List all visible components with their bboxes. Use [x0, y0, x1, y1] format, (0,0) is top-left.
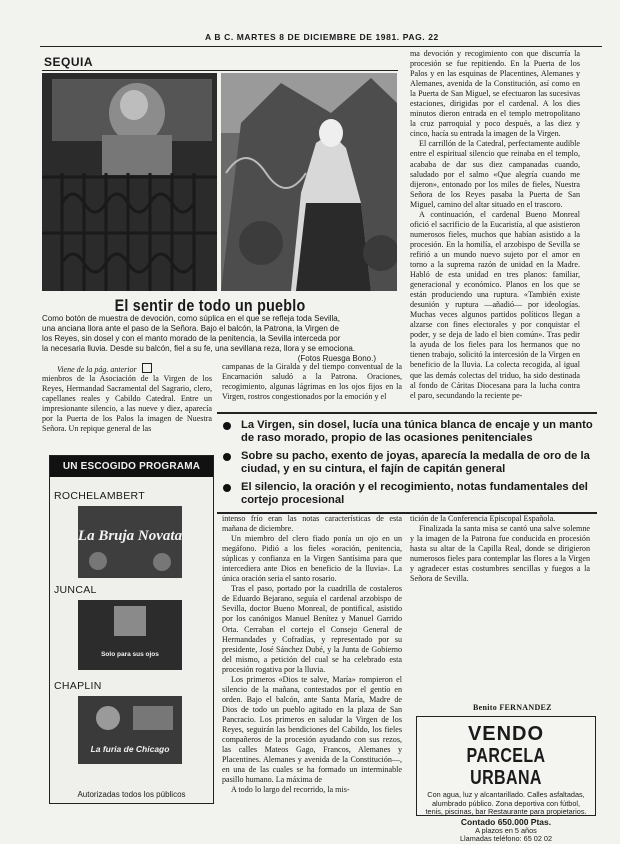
paragraph: El carrillón de la Catedral, perfectamente audible entre el espiritual silencio que reinaba en el templo, acababa de dar sus diez campanadas cuando, saludado por el salmo «Que alegría cuando me dijeron», entonado por los miles de fieles, Nuestra Señora de los Reyes pasaba la Puerta de San Miguel, camino del altar situado en el trascoro.	[410, 139, 580, 209]
column-2-bottom-text	[222, 514, 402, 795]
ad-headline: VENDO	[467, 723, 545, 745]
photo-right	[221, 73, 397, 291]
paragraph: mienbros de la Asociación de la Virgen de los Reyes, Hermandad Sacramental del Sagrario, clero, capellanes reales y Cabildo Catedral. Entre un impresionante silencio, a las nueve y diez, aparecía por la Puerta de los Palos la imagen de Nuestra Señora. Un repique general de las	[42, 374, 212, 434]
headline: El sentir de todo un pueblo	[114, 296, 306, 315]
cinema-name: ROCHELAMBERT	[54, 490, 145, 502]
photo-credit: (Fotos Ruesga Bono.)	[297, 354, 376, 363]
header-rule	[40, 46, 602, 47]
paragraph: Los primeros «Dios te salve, María» rompieron el silencio de la mañana, contestados por el gentío en orden. Bajo el balcón, ante Santa María, Madre de Dios de todo un pueblo agitado en la plaza de San Pancracio. Los primeros en saludar la Virgen de los Reyes, seguirán las bendiciones del Cabildo, los fieles compañeros de la procesión ayudando con sus rezos, las calles Mateos Gago, Francos, Alemanes y Placentines. Alemanes y avenida de la Constitución—, en una de las cuales se ha formado un interminable pasillo humano. La máxima de	[222, 674, 402, 785]
continued-from	[57, 363, 152, 374]
cinema-promo	[49, 455, 214, 804]
classified-ad	[416, 716, 596, 844]
film-title: La Bruja Novata	[78, 528, 182, 544]
paragraph: campanas de la Giralda y del tiempo conventual de la Encarnación saludó a la Patrona. Oraciones, recogimiento, algunas lágrimas en los ojos fijos en la Virgen, rostros congestionados por la emoción y el	[222, 362, 402, 402]
highlight-item: Sobre su pacho, exento de joyas, aparecía la medalla de oro de la ciudad, y en su cintura, el fajín de capitán general	[217, 450, 597, 476]
film-title: Solo para sus ojos	[101, 651, 159, 658]
ad-price: Contado 650.000 Ptas.	[460, 816, 552, 827]
continued-label: Viene de la pág. anterior	[57, 365, 137, 374]
highlight-item: El silencio, la oración y el recogimiento, notas fundamentales del cortejo procesional	[217, 481, 597, 507]
paragraph: A continuación, el cardenal Bueno Monreal ofició el sacrificio de la Eucaristía, al que asistieron numerosos fieles, muchos que habían asistido a la procesión. En la homilía, el arzobispo de Sevilla se refirió a un mundo nuevo sujeto por el amor en torno a la suprema razón de unidad en la Madre. Habló de esta unidad en tres planos: familiar, generacional y económico. Planos en los que se están produciendo una ruptura. «También existe desunión y ruptura —añadió— por ideologías. Muchas veces algunos partidos políticos llegan a alzarse con fines electorales y por conquistar el poder, y se deja de lado el bien común». Tras pedir la ayuda de los fieles para los hermanos que no tienen trabajo, solicitó la intercesión de la Virgen en beneficio de la lluvia. La colecta recogida, al igual que las demás colectas del triduo, ha sido destinada al fondo de Cáritas Diocesana para la lucha contra el paro, secundando la reciente pe-	[410, 209, 580, 400]
promo-title: UN ESCOGIDO PROGRAMA	[50, 456, 213, 477]
paragraph: tición de la Conferencia Episcopal Española.	[410, 514, 556, 523]
highlight-item: La Virgen, sin dosel, lucía una túnica blanca de encaje y un manto de raso morado, propio de las ocasiones penitenciales	[217, 419, 597, 445]
film-poster	[78, 696, 182, 764]
film-poster	[78, 506, 182, 578]
paragraph: intenso frío eran las notas características de esta mañana de diciembre.	[222, 514, 402, 534]
column-3-top-text	[410, 49, 580, 401]
film-poster-image	[78, 696, 182, 764]
photo-left	[42, 73, 217, 291]
paragraph: A todo lo largo del recorrido, la mis-	[231, 785, 350, 795]
paragraph: Finalizada la santa misa se cantó una salve solemne y la imagen de la Patrona fue conducida en procesión hasta su altar de la Capilla Real, donde se dirigieron numerosos fieles para contemplar las flores a la Virgen y agradecer estas costumbres sencillas y fuegos a la Señora de Sevilla.	[410, 524, 590, 584]
author-byline: Benito FERNANDEZ	[473, 703, 552, 712]
caption-line: una anciana llora ante el paso de la Señora. Bajo el balcón, la Patrona, la Virgen de	[42, 324, 339, 333]
film-poster-image	[78, 600, 182, 670]
column-3-bottom-text	[410, 514, 590, 584]
promo-footer: Autorizadas todos los públicos	[77, 790, 186, 799]
ad-financing: A plazos en 5 años	[475, 825, 537, 835]
caption-line: Como botón de muestra de devoción, como súplica en el que se refleja toda Sevilla,	[42, 314, 340, 323]
ad-details: Con agua, luz y alcantarillado. Calles asfaltadas, alumbrado público. Zona deportiva con fútbol, tenis, piscinas, bar Restaurante para propietarios.	[425, 790, 587, 817]
photo-right-image	[221, 73, 397, 291]
photo-left-image	[42, 73, 217, 291]
caption-line: la necesaria lluvia. Desde su balcón, fiel a su fe, una sevillana reza, llora y se emociona.	[42, 344, 356, 353]
photo-caption	[42, 314, 396, 364]
ad-phone: Llamadas teléfono: 65 02 02	[459, 834, 553, 844]
page-header: A B C. MARTES 8 DE DICIEMBRE DE 1981. PAG. 22	[205, 32, 439, 42]
section-rule	[42, 70, 398, 71]
column-1-text	[42, 374, 212, 434]
paragraph: Un miembro del clero fiado ponía un ojo en un megáfono. Pidió a los fieles «oración, penitencia, súplicas y confianza en la Virgen Santísima para que intercediera ante Dios en beneficio de la lluvia». La única oración seria el santo rosario.	[222, 534, 402, 584]
section-label: SEQUIA	[44, 55, 94, 69]
ad-subheadline: PARCELA URBANA	[466, 745, 546, 789]
film-title: La furia de Chicago	[90, 744, 170, 754]
film-poster	[78, 600, 182, 670]
cinema-name: CHAPLIN	[54, 680, 102, 692]
paragraph: ma devoción y recogimiento con que discurría la procesión se fue repitiendo. En la Puerta de los Palos y en las esquinas de Placentines, Alemanes y Alemanes, avenida de la Constitución, así como en la Puerta de San Miguel, se efectuaron las sucesivas estaciones, dirigidas por el cardenal. A los dies minutos dieron entrada en el templo metropolitano la cruz parroquial y poco después, a las diez y cinco, hacía su entrada la imagen de la Virgen.	[410, 49, 580, 139]
column-2-top-text	[222, 362, 402, 402]
caption-line: los Reyes, sin dosel y con el manto morado de la penitencia, la Sevilla interceda por	[42, 334, 341, 343]
highlights-box	[217, 412, 597, 514]
paragraph: Tras el paso, portado por la cuadrilla de costaleros de Eduardo Bejarano, seguía el cardenal arzobispo de Sevilla, doctor Bueno Monreal, de pontifical, asistido por los canónigos Manuel Benítez y Manuel Garrido Orta. Cerraban el cortejo el Consejo General de Hermandades y Cofradías, y representado por su presidente, José Sánchez Dubé, y la Junta de Gobierno del mismo, a petición del cual se ha celebrado esta procesión rogativa por la lluvia.	[222, 584, 402, 674]
end-square-icon	[142, 363, 152, 373]
film-poster-image	[78, 506, 182, 578]
cinema-name: JUNCAL	[54, 584, 97, 596]
